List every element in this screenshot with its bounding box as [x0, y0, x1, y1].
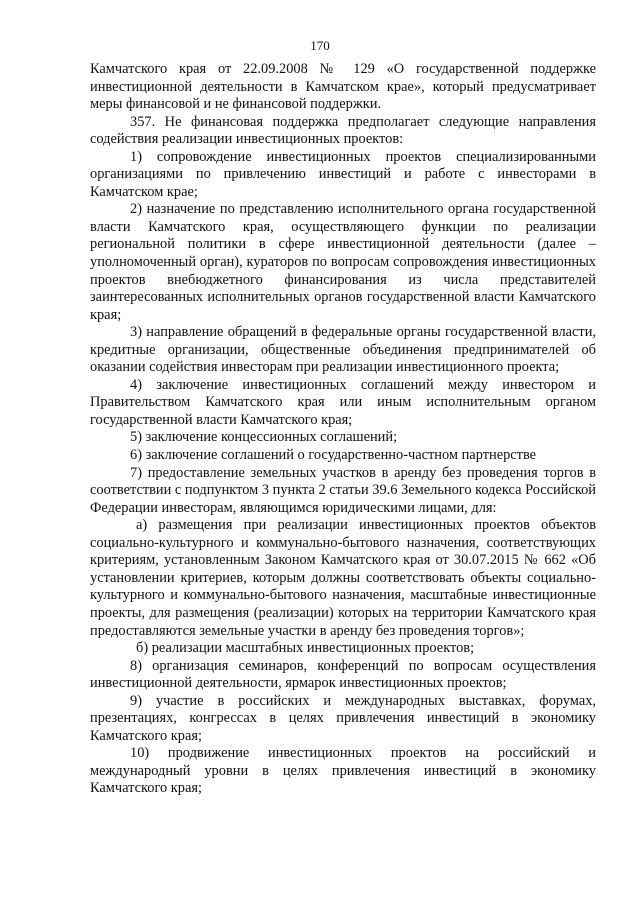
- paragraph-357: 357. Не финансовая поддержка предполагает следующие направления содействия реализации инвестиционных проектов:: [90, 113, 596, 148]
- list-item-3: 3) направление обращений в федеральные органы государственной власти, кредитные организации, общественные объединения предпринимателей об оказании содействия инвесторам при реализации инвестиционного проекта;: [90, 324, 596, 376]
- sub-item-a: а) размещения при реализации инвестиционных проектов объектов социально-культурного и коммунально-бытового назначения, соответствующих критериям, установленным Законом Камчатского края от 30.07.2015 № 662 «Об установлении критериев, которым должны соответствовать объекты социально-культурного и коммунально-бытового назначения, масштабные инвестиционные проекты, для размещения (реализации) которых на территории Камчатского края предоставляются земельные участки в аренду без проведения торгов»;: [90, 517, 596, 639]
- document-body: [90, 61, 596, 798]
- list-item-4: 4) заключение инвестиционных соглашений между инвестором и Правительством Камчатского края или иным исполнительным органом государственной власти Камчатского края;: [90, 376, 596, 428]
- list-item-9: 9) участие в российских и международных выставках, форумах, презентациях, конгрессах в целях привлечения инвестиций в экономику Камчатского края;: [90, 692, 596, 744]
- list-item-8: 8) организация семинаров, конференций по вопросам осуществления инвестиционной деятельности, ярмарок инвестиционных проектов;: [90, 657, 596, 692]
- list-item-7: 7) предоставление земельных участков в аренду без проведения торгов в соответствии с подпунктом 3 пункта 2 статьи 39.6 Земельного кодекса Российской Федерации инвесторам, являющимся юридическими лицами, для:: [90, 464, 596, 516]
- paragraph-continuation: Камчатского края от 22.09.2008 № 129 «О государственной поддержке инвестиционной деятельности в Камчатском крае», который предусматривает меры финансовой и не финансовой поддержки.: [90, 61, 596, 113]
- page-number: 170: [310, 38, 330, 53]
- list-item-6: 6) заключение соглашений о государственно-частном партнерстве: [130, 447, 537, 464]
- sub-item-b: б) реализации масштабных инвестиционных проектов;: [136, 640, 475, 657]
- list-item-1: 1) сопровождение инвестиционных проектов специализированными организациями по привлечению инвестиций и работе с инвесторами в Камчатском крае;: [90, 148, 596, 200]
- list-item-2: 2) назначение по представлению исполнительного органа государственной власти Камчатского края, осуществляющего функции по реализации региональной политики в сфере инвестиционной деятельности (далее – уполномоченный орган), кураторов по вопросам сопровождения инвестиционных проектов внебюджетного финансирования из числа представителей заинтересованных исполнительных органов государственной власти Камчатского края;: [90, 201, 596, 323]
- list-item-10: 10) продвижение инвестиционных проектов на российский и международный уровни в целях привлечения инвестиций в экономику Камчатского края;: [90, 745, 596, 797]
- list-item-5: 5) заключение концессионных соглашений;: [130, 429, 398, 446]
